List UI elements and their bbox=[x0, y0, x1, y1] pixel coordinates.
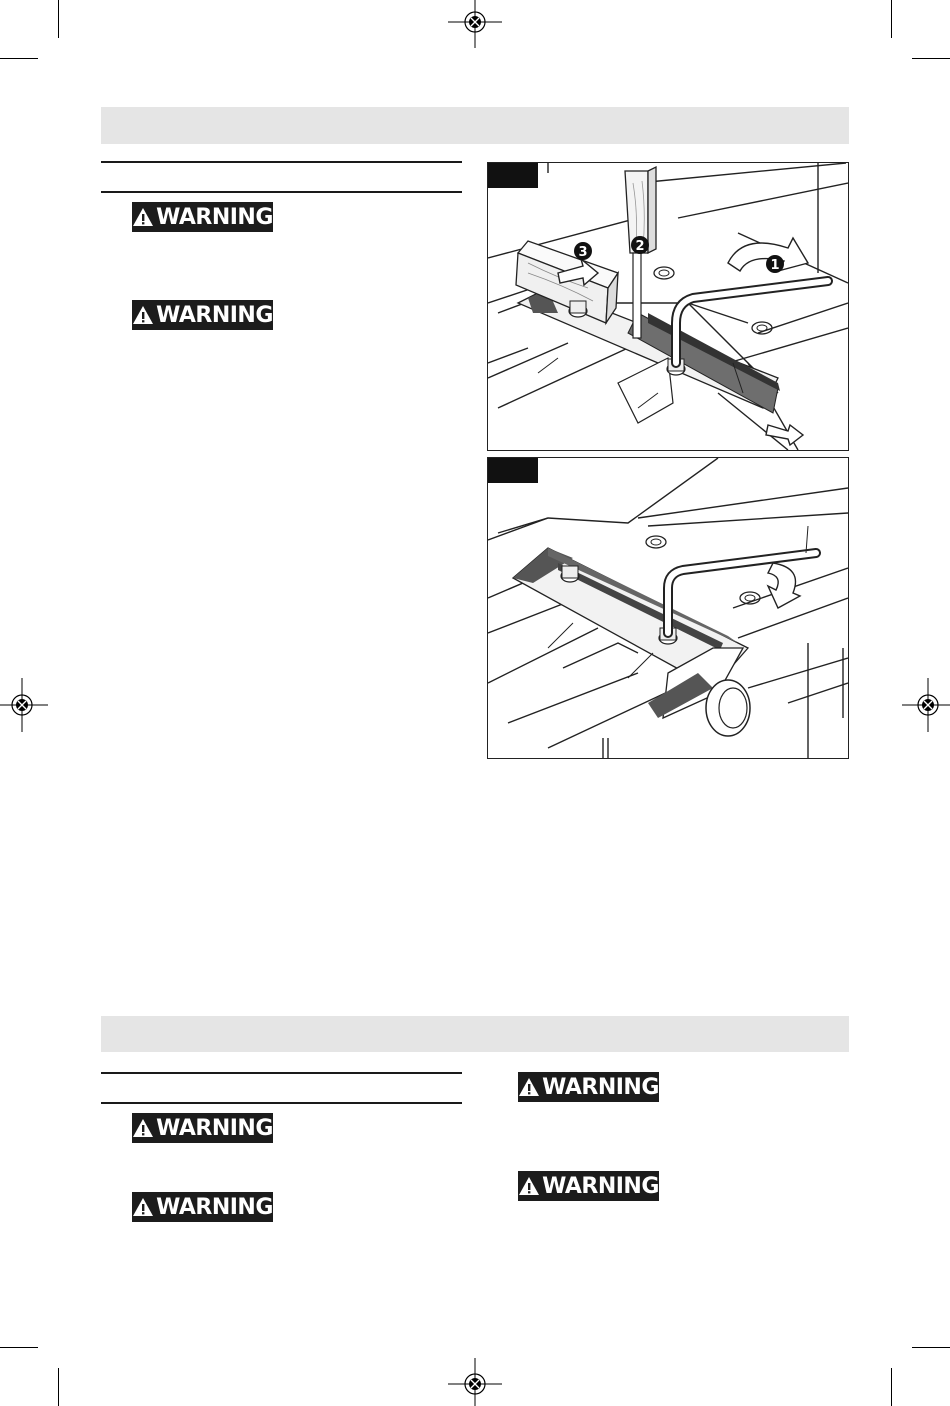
section-header-band bbox=[101, 107, 849, 144]
warning-triangle-icon bbox=[518, 1176, 540, 1196]
registration-mark-icon bbox=[448, 0, 502, 48]
registration-mark-icon bbox=[0, 678, 48, 732]
warning-badge bbox=[132, 300, 273, 330]
step-marker-1: 1 bbox=[770, 258, 780, 273]
warning-label: WARNING bbox=[156, 1115, 273, 1141]
crop-mark bbox=[58, 0, 59, 38]
crop-mark bbox=[58, 1368, 59, 1406]
warning-triangle-icon bbox=[132, 305, 154, 325]
registration-mark-icon bbox=[902, 678, 950, 732]
crop-mark bbox=[912, 58, 950, 59]
figure-2 bbox=[487, 457, 849, 759]
step-marker-2: 2 bbox=[635, 239, 645, 254]
warning-badge bbox=[132, 1192, 273, 1222]
warning-label: WARNING bbox=[542, 1173, 659, 1199]
warning-triangle-icon bbox=[132, 207, 154, 227]
subsection-rule bbox=[101, 161, 462, 163]
warning-badge bbox=[132, 202, 273, 232]
registration-mark-icon bbox=[448, 1358, 502, 1406]
crop-mark bbox=[0, 58, 38, 59]
warning-label: WARNING bbox=[156, 302, 273, 328]
warning-triangle-icon bbox=[132, 1118, 154, 1138]
crop-mark bbox=[891, 1368, 892, 1406]
warning-triangle-icon bbox=[518, 1077, 540, 1097]
crop-mark bbox=[912, 1347, 950, 1348]
figure-1-illustration bbox=[488, 163, 848, 450]
figure-1 bbox=[487, 162, 849, 451]
crop-mark bbox=[891, 0, 892, 38]
crop-mark bbox=[0, 1347, 38, 1348]
subsection-rule bbox=[101, 1072, 462, 1074]
warning-badge bbox=[132, 1113, 273, 1143]
figure-2-illustration bbox=[488, 458, 848, 758]
subsection-rule bbox=[101, 191, 462, 193]
step-marker-3: 3 bbox=[578, 245, 588, 260]
warning-label: WARNING bbox=[542, 1074, 659, 1100]
warning-label: WARNING bbox=[156, 1194, 273, 1220]
warning-badge bbox=[518, 1072, 659, 1102]
section-header-band bbox=[101, 1016, 849, 1052]
warning-badge bbox=[518, 1171, 659, 1201]
warning-triangle-icon bbox=[132, 1197, 154, 1217]
warning-label: WARNING bbox=[156, 204, 273, 230]
subsection-rule bbox=[101, 1102, 462, 1104]
